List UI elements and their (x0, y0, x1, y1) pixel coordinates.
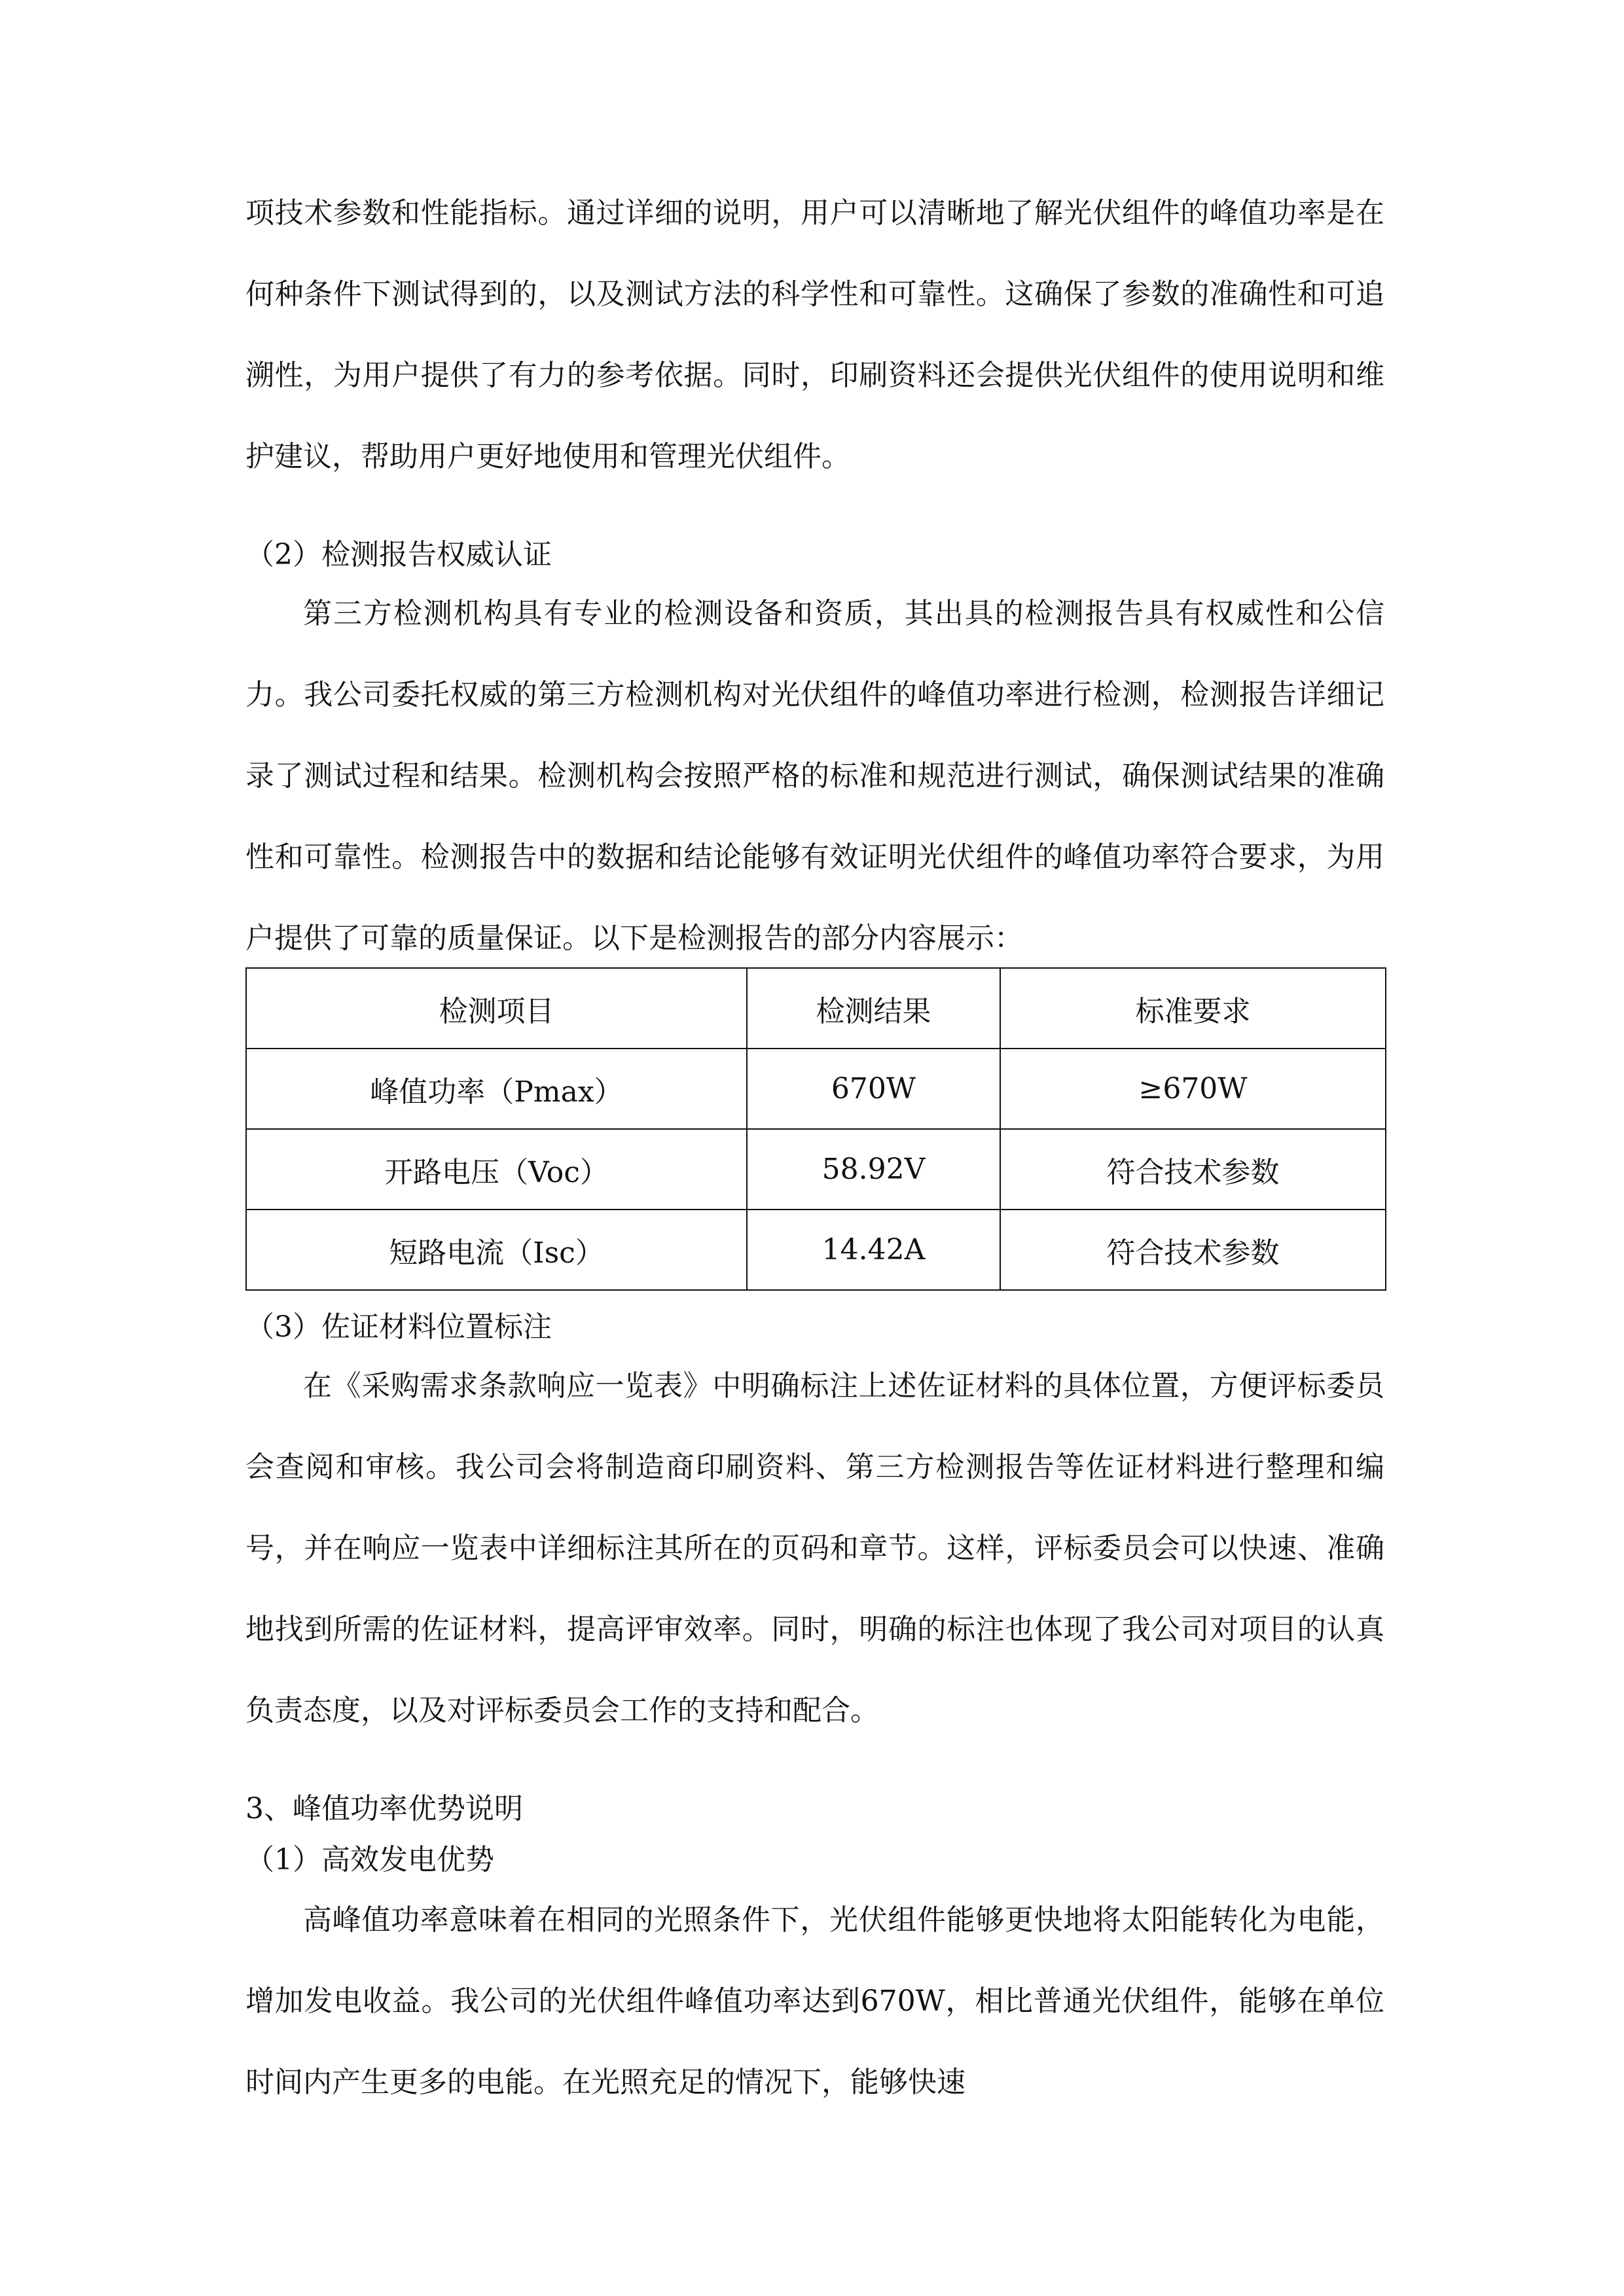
paragraph-evidence-location: 在《采购需求条款响应一览表》中明确标注上述佐证材料的具体位置，方便评标委员会查阅和审核。我公司会将制造商印刷资料、第三方检测报告等佐证材料进行整理和编号，并在响应一览表中详细标注其所在的页码和章节。这样，评标委员会可以快速、准确地找到所需的佐证材料，提高评审效率。同时，明确的标注也体现了我公司对项目的认真负责态度，以及对评标委员会工作的支持和配合。 (245, 1369, 1384, 1727)
table-cell: 符合技术参数 (1000, 1129, 1386, 1210)
paragraph-test-report: 第三方检测机构具有专业的检测设备和资质，其出具的检测报告具有权威性和公信力。我公司委托权威的第三方检测机构对光伏组件的峰值功率进行检测，检测报告详细记录了测试过程和结果。检测机构会按照严格的标准和规范进行测试，确保测试结果的准确性和可靠性。检测报告中的数据和结论能够有效证明光伏组件的峰值功率符合要求，为用户提供了可靠的质量保证。以下是检测报告的部分内容展示： (245, 597, 1384, 955)
subheading-test-report: （2）检测报告权威认证 (245, 538, 552, 571)
section-heading-peak-power: 3、峰值功率优势说明 (245, 1792, 523, 1825)
table-header-cell: 检测结果 (747, 968, 1000, 1049)
table-cell: 短路电流（Isc） (246, 1210, 747, 1290)
table-row (246, 1049, 1386, 1129)
table-header-cell: 标准要求 (1000, 968, 1386, 1049)
table-cell: 开路电压（Voc） (246, 1129, 747, 1210)
table-row (246, 1210, 1386, 1290)
table-cell: ≥670W (1000, 1049, 1386, 1129)
test-report-table (245, 967, 1386, 1291)
table-row (246, 1129, 1386, 1210)
table-header-cell: 检测项目 (246, 968, 747, 1049)
subheading-efficiency: （1）高效发电优势 (245, 1843, 494, 1876)
table-cell: 符合技术参数 (1000, 1210, 1386, 1290)
paragraph-efficiency: 高峰值功率意味着在相同的光照条件下，光伏组件能够更快地将太阳能转化为电能，增加发电收益。我公司的光伏组件峰值功率达到670W，相比普通光伏组件，能够在单位时间内产生更多的电能。在光照充足的情况下，能够快速 (245, 1903, 1384, 2099)
table-cell: 14.42A (747, 1210, 1000, 1290)
table-header-row (246, 968, 1386, 1049)
table-cell: 峰值功率（Pmax） (246, 1049, 747, 1129)
subheading-evidence-location: （3）佐证材料位置标注 (245, 1310, 552, 1344)
paragraph-continued: 项技术参数和性能指标。通过详细的说明，用户可以清晰地了解光伏组件的峰值功率是在何种条件下测试得到的，以及测试方法的科学性和可靠性。这确保了参数的准确性和可追溯性，为用户提供了有力的参考依据。同时，印刷资料还会提供光伏组件的使用说明和维护建议，帮助用户更好地使用和管理光伏组件。 (245, 196, 1384, 473)
table-cell: 670W (747, 1049, 1000, 1129)
table-cell: 58.92V (747, 1129, 1000, 1210)
